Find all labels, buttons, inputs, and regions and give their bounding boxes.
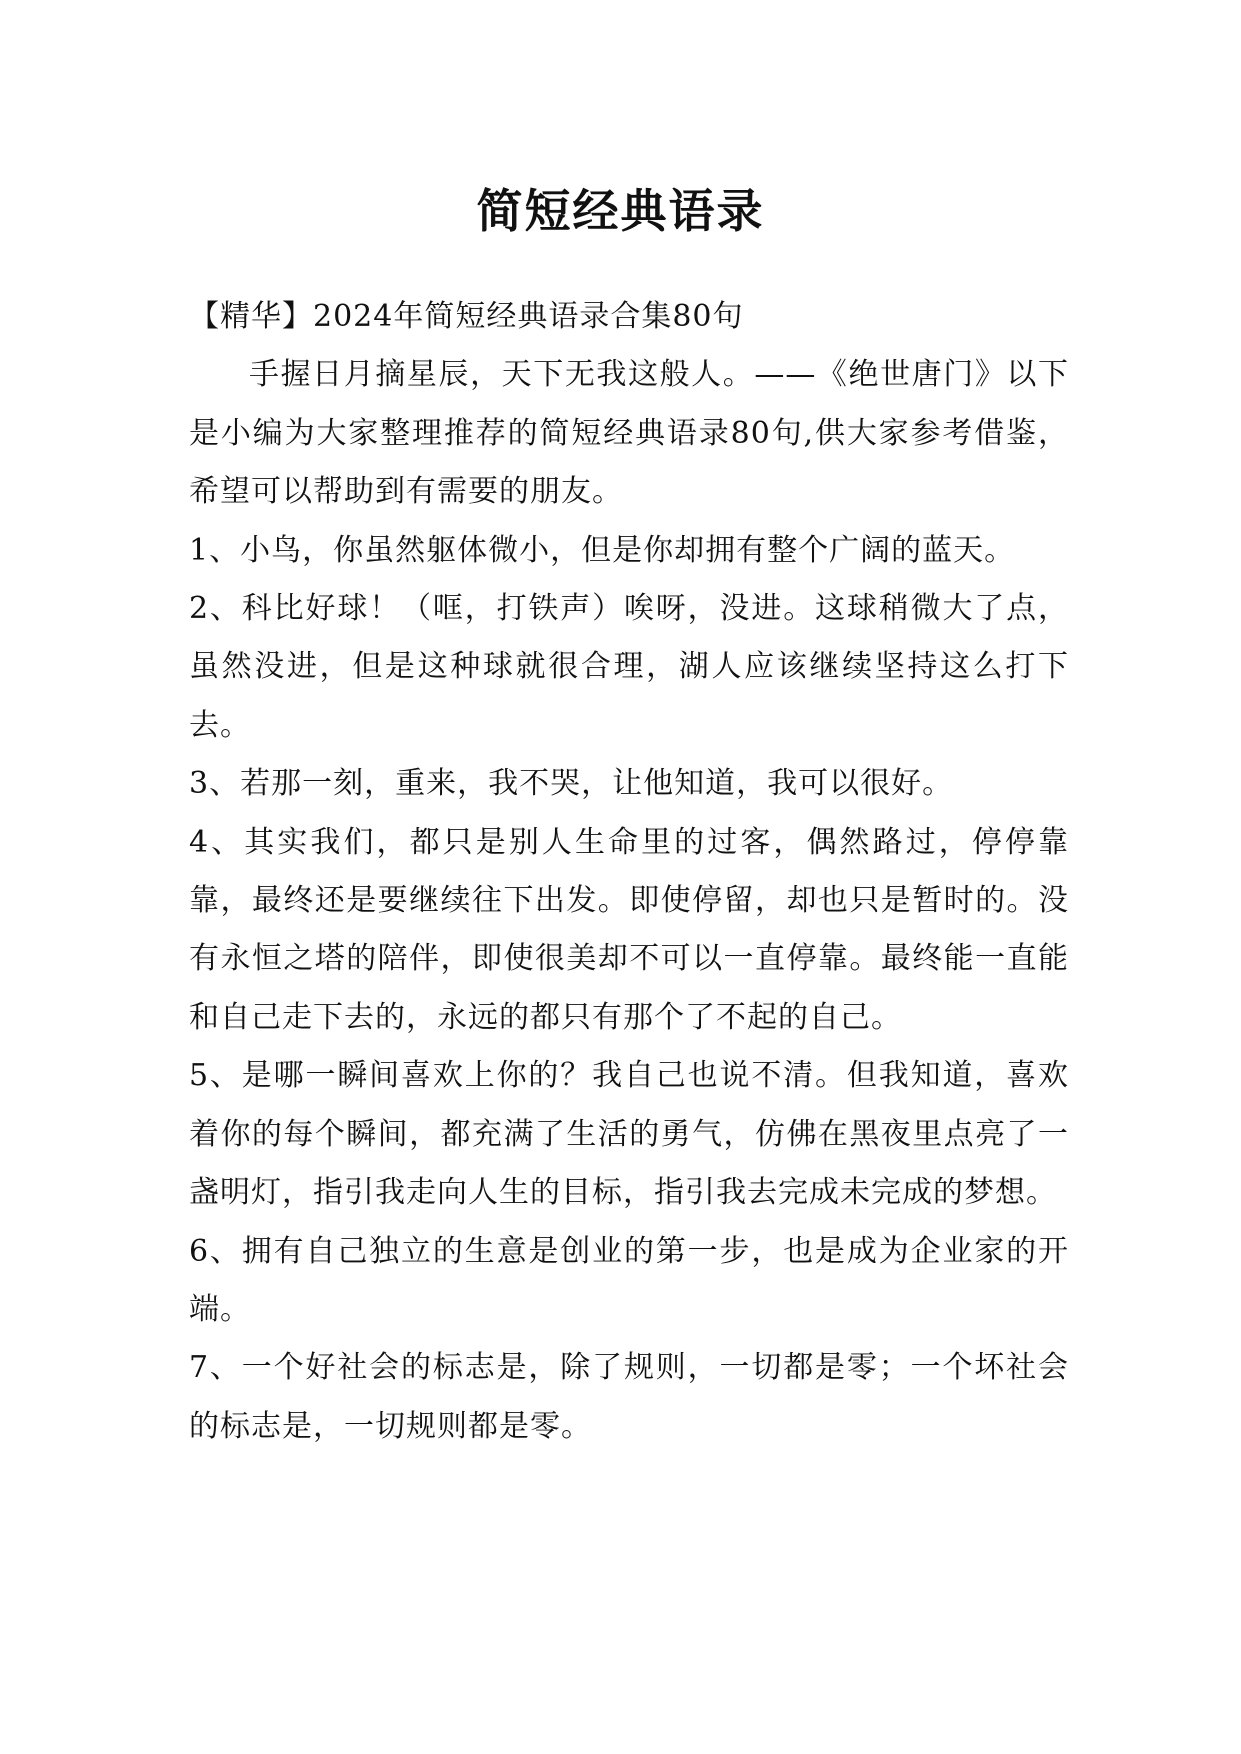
quote-item-7: 7、一个好社会的标志是，除了规则，一切都是零；一个坏社会的标志是，一切规则都是零。 xyxy=(189,1350,1069,1444)
document-title: 简短经典语录 xyxy=(476,183,765,238)
quote-item-3: 3、若那一刻，重来，我不哭，让他知道，我可以很好。 xyxy=(189,766,954,802)
quote-item-4: 4、其实我们，都只是别人生命里的过客，偶然路过，停停靠靠，最终还是要继续往下出发。即使停留，却也只是暂时的。没有永恒之塔的陪伴，即使很美却不可以一直停靠。最终能一直能和自己走下去的，永远的都只有那个了不起的自己。 xyxy=(189,824,1069,1035)
quote-item-1: 1、小鸟，你虽然躯体微小，但是你却拥有整个广阔的蓝天。 xyxy=(189,532,1016,568)
intro-paragraph: 手握日月摘星辰，天下无我这般人。——《绝世唐门》以下是小编为大家整理推荐的简短经典语录80句,供大家参考借鉴，希望可以帮助到有需要的朋友。 xyxy=(189,357,1069,510)
document-body xyxy=(189,288,1069,1456)
document-subtitle: 【精华】2024年简短经典语录合集80句 xyxy=(189,299,744,334)
quote-item-6: 6、拥有自己独立的生意是创业的第一步，也是成为企业家的开端。 xyxy=(189,1233,1069,1327)
quote-item-5: 5、是哪一瞬间喜欢上你的？我自己也说不清。但我知道，喜欢着你的每个瞬间，都充满了生活的勇气，仿佛在黑夜里点亮了一盏明灯，指引我走向人生的目标，指引我去完成未完成的梦想。 xyxy=(189,1058,1069,1211)
quote-item-2: 2、科比好球！（哐，打铁声）唉呀，没进。这球稍微大了点，虽然没进，但是这种球就很合理，湖人应该继续坚持这么打下去。 xyxy=(189,591,1069,743)
